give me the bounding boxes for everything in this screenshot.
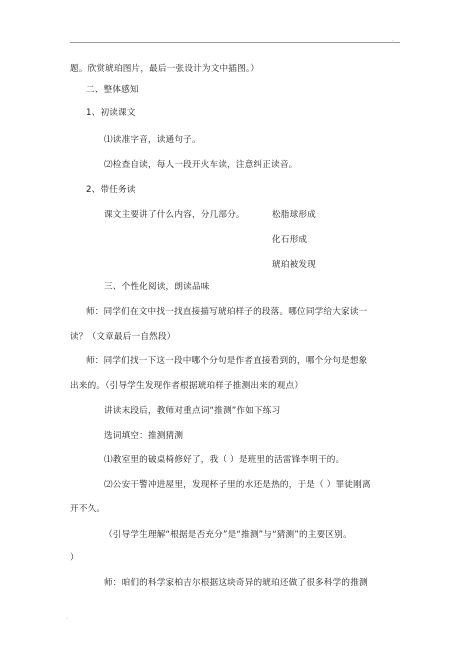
outline-item: 松脂球形成 xyxy=(272,210,316,220)
outline-item: 琥珀被发现 xyxy=(272,260,316,270)
text-line: 选词填空：推测猜测 xyxy=(104,431,184,441)
text-line: ⑵检查自读，每人一段开火车读，注意纠正读音。 xyxy=(104,160,298,170)
text-line: ） xyxy=(70,553,79,563)
section-heading: 二、整体感知 xyxy=(86,85,139,95)
header-rule xyxy=(70,42,400,43)
text-line: 师：同学们找一下这一段中哪个分句是作者直接看到的，哪个分句是想象 xyxy=(86,356,368,366)
text-line: ⑵公安干警冲进屋里，发现杯子里的水还是热的，于是（ ）罪徒刚离 xyxy=(104,480,371,490)
text-line: ⑴教室里的破桌椅修好了，我（ ）是班里的活雷锋李明干的。 xyxy=(104,455,345,465)
text-line: 开不久。 xyxy=(70,504,106,514)
text-line: ⑴读准字音，读通句子。 xyxy=(104,135,201,145)
header-corner-mark: . xyxy=(392,36,394,43)
text-line: 师：同学们在文中找一找直接描写琥珀样子的段落。哪位同学给大家读一 xyxy=(86,307,368,317)
text-line: 讲读末段后，教师对重点词“推测”作如下练习 xyxy=(104,406,281,416)
text-line: 读？（文章最后一自然段） xyxy=(70,332,176,342)
section-heading: 三、个性化阅读，朗读品味 xyxy=(104,282,210,292)
subsection-heading: 2、带任务读 xyxy=(86,185,136,195)
footer-mark: . xyxy=(66,614,68,621)
text-line: 题。欣赏琥珀图片，最后一张设计为文中插图。） xyxy=(70,64,260,74)
text-line: 师：咱们的科学家柏吉尔根据这块奇异的琥珀还做了很多科学的推测 xyxy=(104,578,368,588)
text-line: 出来的。（引导学生发现作者根据琥珀样子推测出来的观点） xyxy=(70,381,304,391)
outline-item: 化石形成 xyxy=(272,235,308,245)
subsection-heading: 1、初读课文 xyxy=(86,108,136,118)
text-line: 课文主要讲了什么内容，分几部分。 xyxy=(104,210,245,220)
text-line: （引导学生理解“根据是否充分”是“推测”与“猜测”的主要区别。 xyxy=(104,530,352,540)
